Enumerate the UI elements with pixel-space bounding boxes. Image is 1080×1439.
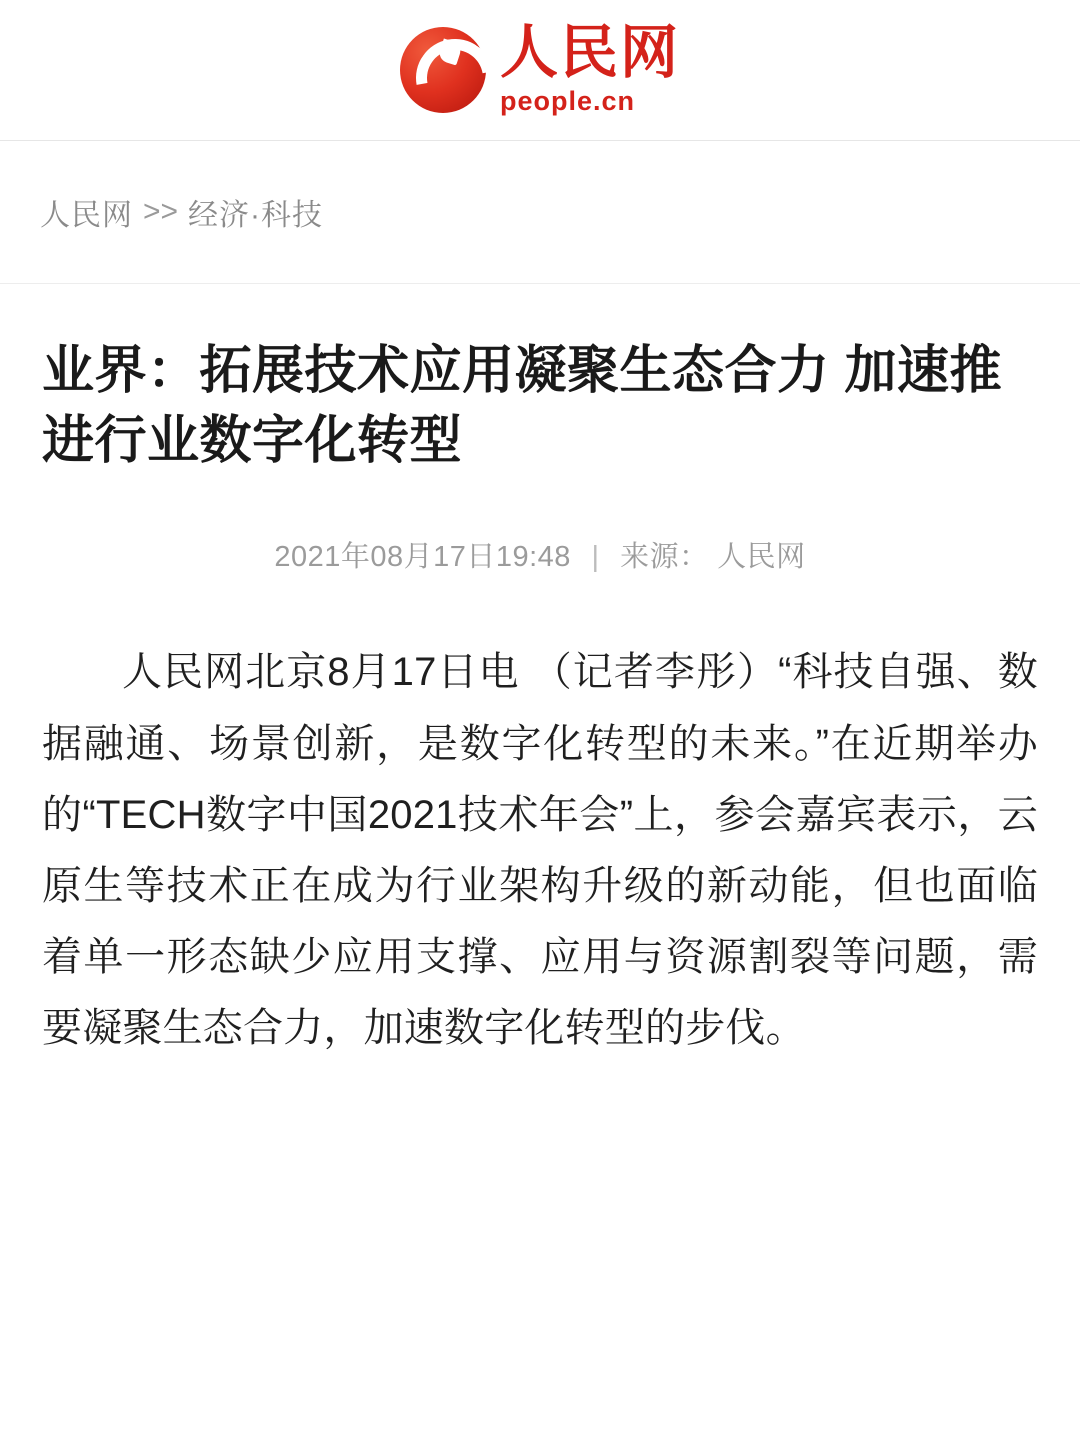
breadcrumb xyxy=(0,141,1080,284)
source-name: 人民网 xyxy=(717,541,806,574)
page-title: 业界：拓展技术应用凝聚生态合力 加速推进行业数字化转型 xyxy=(42,342,1002,471)
publish-datetime: 2021年08月17日19:48 xyxy=(274,541,571,574)
article xyxy=(0,336,1080,1065)
breadcrumb-item-home[interactable]: 人民网 xyxy=(40,199,133,232)
logo-text xyxy=(499,19,680,117)
breadcrumb-separator: >> xyxy=(143,195,179,228)
article-body xyxy=(42,637,1038,1064)
people-cn-sphere-logo-icon xyxy=(400,27,486,113)
site-logo[interactable] xyxy=(400,19,680,117)
article-paragraph: 人民网北京8月17日电 （记者李彤）“科技自强、数据融通、场景创新，是数字化转型的未来。”在近期举办的“TECH数字中国2021技术年会”上，参会嘉宾表示，云原生等技术正在成为行业架构升级的新动能，但也面临着单一形态缺少应用支撑、应用与资源割裂等问题，需要凝聚生态合力，加速数字化转型的步伐。 xyxy=(42,650,1038,1051)
site-header xyxy=(0,0,1080,141)
source-label: 来源： xyxy=(620,541,709,574)
logo-english-name: people.cn xyxy=(499,86,636,117)
article-meta xyxy=(42,534,1038,575)
meta-divider: | xyxy=(591,541,600,574)
breadcrumb-item-section[interactable]: 经济·科技 xyxy=(188,199,324,232)
logo-chinese-name: 人民网 xyxy=(499,19,680,85)
